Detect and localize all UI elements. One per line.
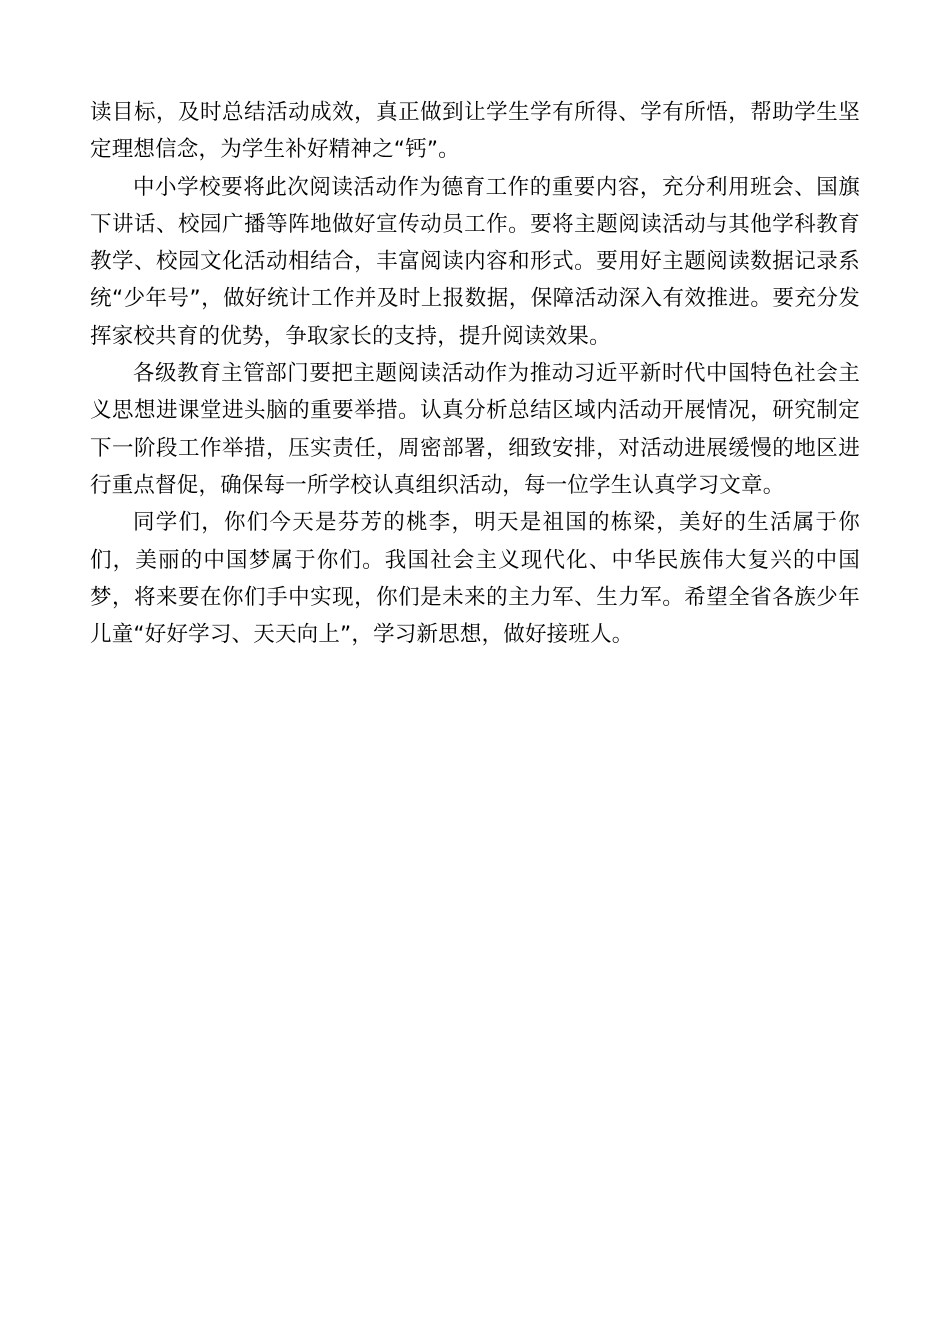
paragraph-continued: 读目标，及时总结活动成效，真正做到让学生学有所得、学有所悟，帮助学生坚定理想信念，为学生补好精神之“钙”。 xyxy=(90,100,860,163)
paragraph-students: 同学们，你们今天是芬芳的桃李，明天是祖国的栋梁，美好的生活属于你们，美丽的中国梦属于你们。我国社会主义现代化、中华民族伟大复兴的中国梦，将来要在你们手中实现，你们是未来的主力军、生力军。希望全省各族少年儿童“好好学习、天天向上”，学习新思想，做好接班人。 xyxy=(90,510,860,648)
document-body xyxy=(90,94,860,653)
paragraph-education-departments: 各级教育主管部门要把主题阅读活动作为推动习近平新时代中国特色社会主义思想进课堂进头脑的重要举措。认真分析总结区域内活动开展情况，研究制定下一阶段工作举措，压实责任，周密部署，细致安排，对活动进展缓慢的地区进行重点督促，确保每一所学校认真组织活动，每一位学生认真学习文章。 xyxy=(90,361,860,498)
paragraph-schools: 中小学校要将此次阅读活动作为德育工作的重要内容，充分利用班会、国旗下讲话、校园广播等阵地做好宣传动员工作。要将主题阅读活动与其他学科教育教学、校园文化活动相结合，丰富阅读内容和形式。要用好主题阅读数据记录系统“少年号”，做好统计工作并及时上报数据，保障活动深入有效推进。要充分发挥家校共育的优势，争取家长的支持，提升阅读效果。 xyxy=(90,174,860,349)
